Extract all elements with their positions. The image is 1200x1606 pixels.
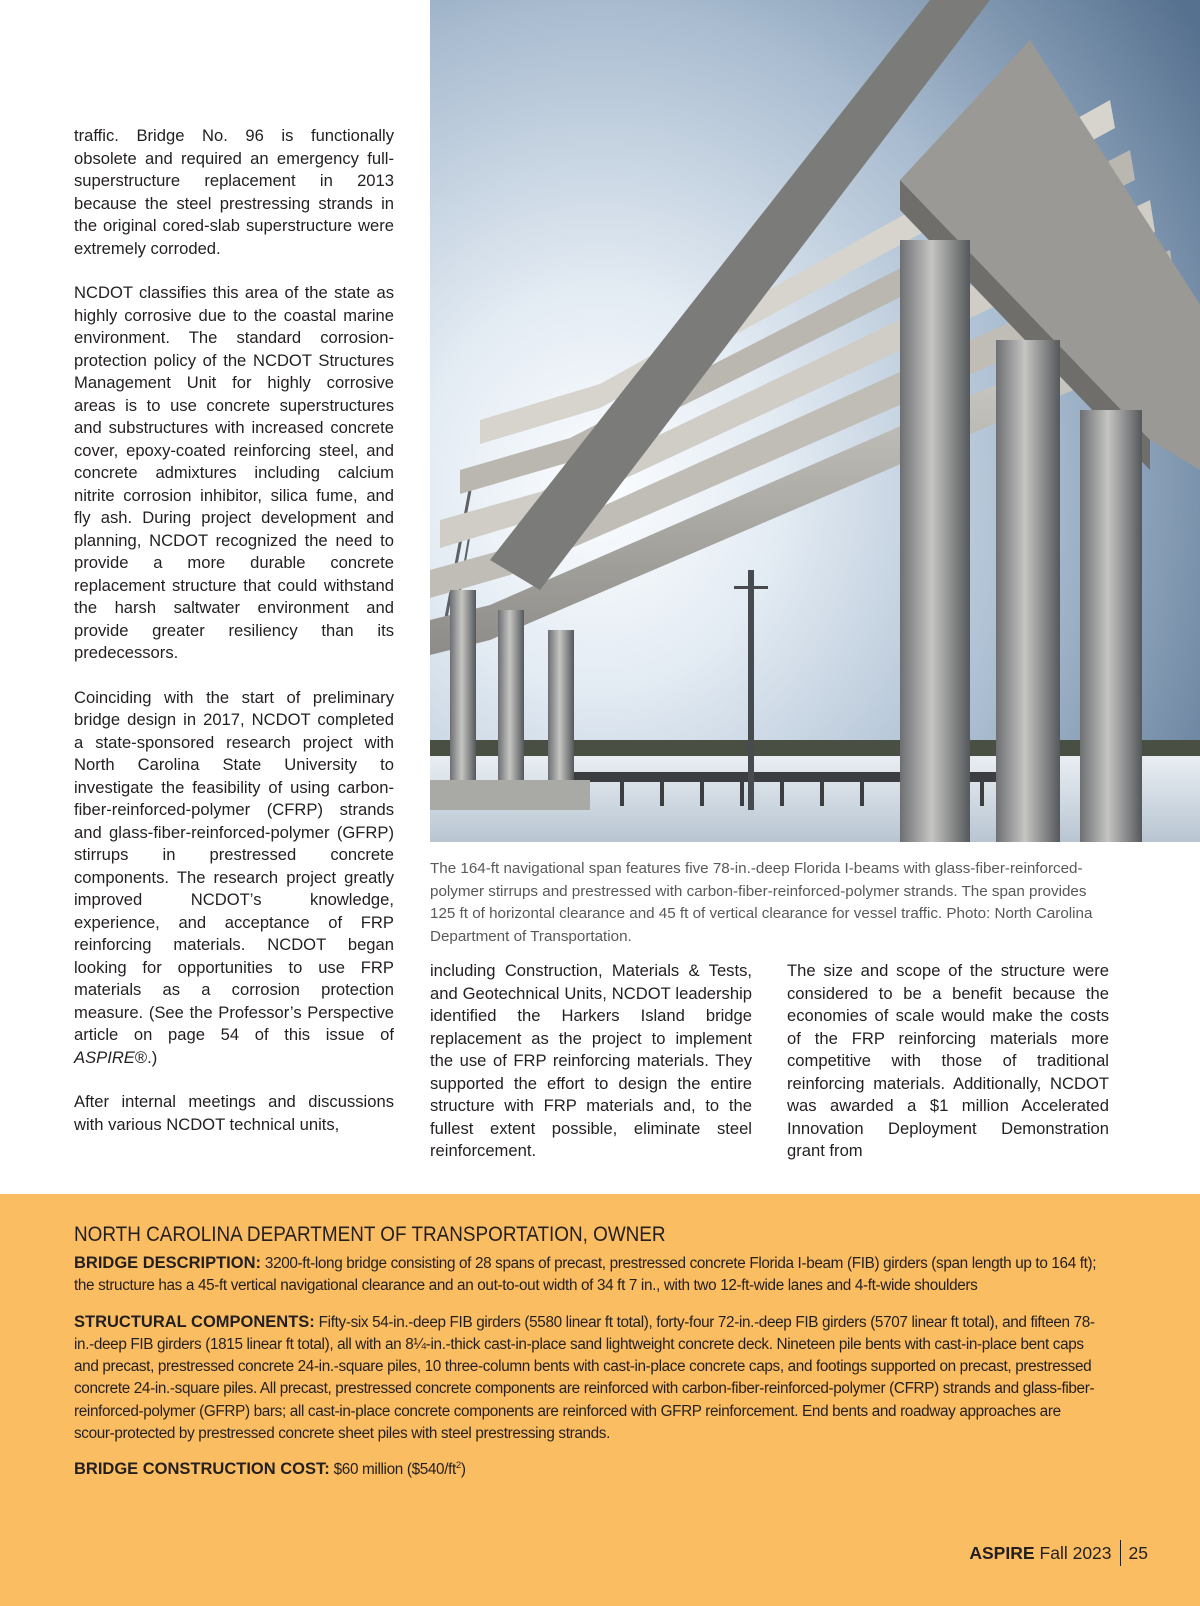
- aspire-reg-tail: ®.): [134, 1047, 158, 1067]
- structural-components: [74, 1311, 1104, 1446]
- construction-cost-sup: 2: [455, 1460, 461, 1472]
- aspire-italic: ASPIRE: [74, 1047, 135, 1067]
- project-info-sidebar: [0, 1194, 1200, 1606]
- article-paragraph: NCDOT classifies this area of the state as highly corrosive due to the coastal marine environment. The standard corrosion-protection policy of the NCDOT Structures Management Unit for highly corrosive areas is to use concrete superstructures and substructures with increased concrete cover, epoxy-coated reinforcing steel, and concrete admixtures including calcium nitrite corrosion inhibitor, silica fume, and fly ash. During project development and planning, NCDOT recognized the need to provide a more durable concrete replacement structure that could withstand the harsh saltwater environment and provide greater resiliency than its predecessors.: [74, 283, 394, 662]
- article-right-column: The size and scope of the structure were considered to be a benefit because the economies of scale would make the costs of the FRP reinforcing materials more competitive with those of traditional reinforcing materials. Additionally, NCDOT was awarded a $1 million Accelerated Innovation Deployment Demonstration grant from: [787, 961, 1109, 1160]
- construction-cost: [74, 1458, 1104, 1481]
- page-number: 25: [1128, 1542, 1148, 1563]
- article-paragraph-text: Coinciding with the start of preliminary bridge design in 2017, NCDOT completed a state-sponsored research project with North Carolina State University to investigate the feasibility of using carbon-fiber-reinforced-polymer (CFRP) strands and glass-fiber-reinforced-polymer (GFRP) stirrups in prestressed concrete components. The research project greatly improved NCDOT’s knowledge, experience, and acceptance of FRP reinforcing materials. NCDOT began looking for opportunities to use FRP materials as a corrosion protection measure. (See the Professor’s Perspective article on page 54 of this issue of: [74, 687, 394, 1044]
- construction-cost-label: BRIDGE CONSTRUCTION COST:: [74, 1460, 330, 1479]
- structural-components-text: Fifty-six 54-in.-deep FIB girders (5580 linear ft total), forty-four 72-in.-deep FIB girders (5707 linear ft total), and fifteen 78-in.-deep FIB girders (1815 linear ft total), all with an 8¼-in.-thick cast-in-place sand lightweight concrete deck. Nineteen pile bents with cast-in-place bent caps and precast, prestressed concrete 24-in.-square piles, 10 three-column bents with cast-in-place concrete caps, and footings supported on precast, prestressed concrete 24-in.-square piles. All precast, prestressed concrete components are reinforced with carbon-fiber-reinforced-polymer (CFRP) strands and glass-fiber-reinforced-polymer (GFRP) bars; all cast-in-place concrete components are reinforced with GFRP reinforcement. End bents and roadway approaches are scour-protected by prestressed concrete sheet piles with steel prestressing strands.: [74, 1313, 1095, 1443]
- photo-caption: The 164-ft navigational span features five 78-in.-deep Florida I-beams with glass-fiber-reinforced-polymer stirrups and prestressed with carbon-fiber-reinforced-polymer strands. The span provides 125 ft of horizontal clearance and 45 ft of vertical clearance for vessel traffic. Photo: North Carolina Department of Transportation.: [430, 860, 1093, 945]
- construction-cost-close: ): [460, 1461, 466, 1479]
- bridge-description: [74, 1252, 1104, 1298]
- article-paragraph: [74, 687, 394, 1070]
- article-paragraph: traffic. Bridge No. 96 is functionally obsolete and required an emergency full-superstructure replacement in 2013 because the steel prestressing strands in the original cored-slab superstructure were extremely corroded.: [74, 126, 394, 258]
- project-info-content: [74, 1222, 1104, 1495]
- structural-components-label: STRUCTURAL COMPONENTS:: [74, 1312, 315, 1331]
- bridge-description-text: 3200-ft-long bridge consisting of 28 spans of precast, prestressed concrete Florida I-beam (FIB) girders (span length up to 164 ft); the structure has a 45-ft vertical navigational clearance and an out-to-out width of 34 ft 7 in., with two 12-ft-wide lanes and 4-ft-wide shoulders: [74, 1255, 1097, 1295]
- construction-cost-text: $60 million ($540/ft: [329, 1461, 456, 1479]
- bridge-description-label: BRIDGE DESCRIPTION:: [74, 1254, 262, 1272]
- article-left-column: [74, 125, 394, 1158]
- footer-divider: [1120, 1540, 1121, 1566]
- owner-heading: NORTH CAROLINA DEPARTMENT OF TRANSPORTATION, OWNER: [74, 1223, 666, 1246]
- issue-label: Fall 2023: [1039, 1542, 1112, 1563]
- magazine-name: ASPIRE: [969, 1542, 1035, 1563]
- page-footer: [969, 1540, 1148, 1566]
- article-paragraph: After internal meetings and discussions with various NCDOT technical units,: [74, 1092, 394, 1134]
- bridge-photo: [430, 0, 1200, 842]
- article-middle-column: including Construction, Materials & Tests, and Geotechnical Units, NCDOT leadership identified the Harkers Island bridge replacement as the project to implement the use of FRP reinforcing materials. They supported the effort to design the entire structure with FRP materials and, to the fullest extent possible, eliminate steel reinforcement.: [430, 961, 752, 1160]
